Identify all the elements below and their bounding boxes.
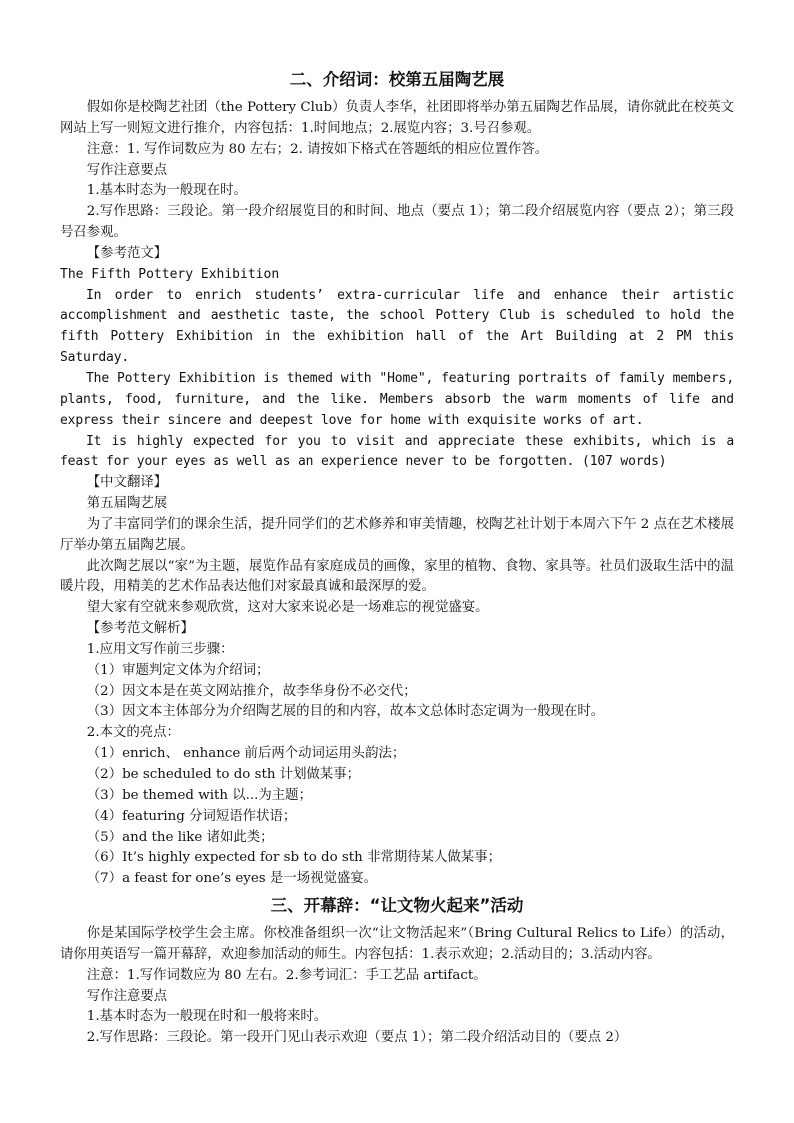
highlight-2: （2）be scheduled to do sth 计划做某事； — [86, 767, 361, 782]
analysis-point-2: 2.本文的亮点： — [86, 725, 180, 741]
section-3-tip-2: 2.写作思路：三段论。第一段开门见山表示欢迎（要点 1）；第二段介绍活动目的（要点 2） — [86, 1030, 628, 1046]
section-2-prompt: 假如你是校陶艺社团（the Pottery Club）负责人李华，社团即将举办第五届陶艺作品展，请你就此在校英文网站上写一则短文进行推介，内容包括：1.时间地点；2.展览内容；3.号召参观。 — [60, 100, 734, 136]
highlight-5: （5）and the like 诸如此类； — [86, 829, 274, 845]
analysis-point-1-3: （3）因文本主体部分为介绍陶艺展的目的和内容，故本文总体时态定调为一般现在时。 — [86, 704, 605, 720]
section-3-tips-title: 写作注意要点 — [86, 988, 168, 1004]
essay-paragraph-2: The Pottery Exhibition is themed with "Home", featuring portraits of family members, plants, food, furniture, and the like. Members absorb the warm moments of life and express their sincere and deepest love for home with exquisite works of art. — [60, 370, 734, 428]
translation-title: 第五届陶艺展 — [86, 496, 168, 512]
highlight-1: （1）enrich、 enhance 前后两个动词运用头韵法； — [86, 746, 406, 762]
analysis-point-1: 1.应用文写作前三步骤： — [86, 641, 234, 657]
essay-paragraph-1: In order to enrich students’ extra-curricular life and enhance their artistic accomplishment and aesthetic taste, the school Pottery Club is scheduled to hold the fifth Pottery Exhibition in the exhibition hall of the Art Building at 2 PM this Saturday. — [60, 287, 734, 366]
translation-paragraph-1: 为了丰富同学们的课余生活，提升同学们的艺术修养和审美情趣，校陶艺社计划于本周六下午 2 点在艺术楼展厅举办第五届陶艺展。 — [60, 516, 734, 553]
translation-label: 【中文翻译】 — [86, 475, 168, 491]
section-2-tip-2: 2.写作思路：三段论。第一段介绍展览目的和时间、地点（要点 1）；第二段介绍展览内容（要点 2）；第三段号召参观。 — [60, 204, 734, 241]
section-2-tips-title: 写作注意要点 — [86, 162, 168, 178]
translation-paragraph-3: 望大家有空就来参观欣赏，这对大家来说必是一场难忘的视觉盛宴。 — [86, 600, 489, 616]
section-3-title: 三、开幕辞：“让文物火起来”活动 — [270, 896, 524, 916]
section-2-tip-1: 1.基本时态为一般现在时。 — [86, 183, 247, 199]
essay-paragraph-3: It is highly expected for you to visit and appreciate these exhibits, which is a feast for your eyes as well as an experience never to be forgotten. (107 words) — [60, 433, 734, 470]
translation-paragraph-2: 此次陶艺展以“家”为主题，展览作品有家庭成员的画像，家里的植物、食物、家具等。社员们汲取生活中的温暖片段，用精美的艺术作品表达他们对家最真诚和最深厚的爱。 — [60, 558, 734, 595]
highlight-4: （4）featuring 分词短语作状语； — [86, 808, 297, 824]
analysis-point-1-2: （2）因文本是在英文网站推介，故李华身份不必交代； — [86, 683, 417, 699]
section-3-tip-1: 1.基本时态为一般现在时和一般将来时。 — [86, 1009, 328, 1025]
highlight-6: （6）It’s highly expected for sb to do sth 非常期待某人做某事； — [86, 850, 501, 866]
analysis-point-1-1: （1）审题判定文体为介绍词； — [86, 662, 270, 678]
highlight-7: （7）a feast for one’s eyes 是一场视觉盛宴。 — [86, 871, 378, 887]
analysis-label: 【参考范文解析】 — [86, 621, 194, 637]
section-3-prompt: 你是某国际学校学生会主席。你校准备组织一次“让文物活起来”（Bring Cultural Relics to Life）的活动，请你用英语写一篇开幕辞，欢迎参加活动的师生。内容包括：1.表示欢迎；2.活动目的；3.活动内容。 — [60, 926, 734, 962]
essay-title: The Fifth Pottery Exhibition — [60, 266, 280, 282]
section-2-title: 二、介绍词：校第五届陶艺展 — [289, 70, 505, 89]
highlight-3: （3）be themed with 以...为主题； — [86, 787, 312, 803]
sample-essay-label: 【参考范文】 — [86, 245, 168, 261]
document-page — [60, 68, 734, 1049]
section-3-note: 注意：1.写作词数应为 80 左右。2.参考词汇：手工艺品 artifact。 — [86, 967, 487, 983]
section-2-note: 注意：1. 写作词数应为 80 左右；2. 请按如下格式在答题纸的相应位置作答。 — [86, 141, 549, 157]
